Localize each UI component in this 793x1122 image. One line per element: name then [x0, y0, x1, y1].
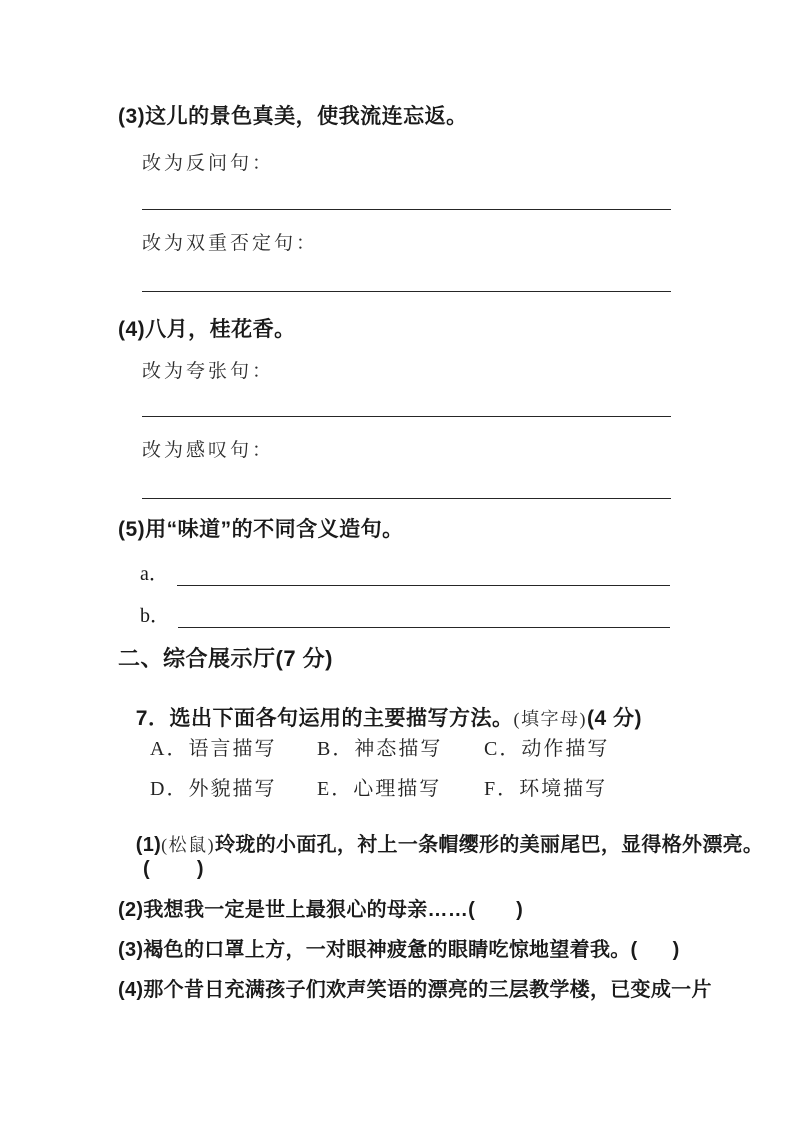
option-e: E．心理描写: [317, 778, 442, 800]
q7-item-3: (3)褐色的口罩上方，一对眼神疲惫的眼睛吃惊地望着我。( ): [118, 939, 680, 961]
answer-blank-line: [142, 291, 671, 292]
question-4-sub2-label: 改为感叹句：: [142, 440, 275, 461]
question-3-sub1-label: 改为反问句：: [142, 153, 275, 174]
q7-item-1-text: 玲珑的小面孔，衬上一条帽缨形的美丽尾巴，显得格外漂亮。: [215, 834, 764, 857]
question-7-prompt-score: (4 分): [586, 707, 642, 731]
q7-item-1-answer-blank: ( ): [143, 858, 204, 880]
answer-blank-line: [142, 416, 671, 417]
q7-item-4: (4)那个昔日充满孩子们欢声笑语的漂亮的三层教学楼，已变成一片: [118, 979, 712, 1001]
q7-item-1: [118, 814, 763, 876]
option-a: A．语言描写: [150, 738, 277, 760]
question-3-sub2-label: 改为双重否定句：: [142, 233, 319, 254]
q7-item-2: (2)我想我一定是世上最狠心的母亲……( ): [118, 899, 524, 921]
answer-row-b: [140, 606, 670, 628]
option-d: D．外貌描写: [150, 778, 277, 800]
question-5-prompt: (5)用“味道”的不同含义造句。: [118, 518, 404, 541]
answer-blank-line: [178, 605, 670, 628]
question-4-sub1-label: 改为夸张句：: [142, 361, 275, 382]
q7-item-1-source: (松鼠): [161, 835, 216, 856]
answer-a-label: a．: [140, 563, 169, 585]
q7-item-1-number: (1): [135, 834, 162, 857]
options-row-def: [150, 772, 607, 801]
answer-blank-line: [142, 209, 671, 210]
option-b: B．神态描写: [317, 738, 443, 760]
answer-b-label: b．: [140, 605, 170, 627]
question-7-prompt-note: (填字母): [513, 709, 587, 730]
option-c: C．动作描写: [484, 738, 610, 760]
answer-blank-line: [142, 498, 671, 499]
answer-blank-line: [177, 563, 670, 586]
option-f: F．环境描写: [484, 778, 608, 800]
question-7-prompt-main: 7．选出下面各句运用的主要描写方法。: [135, 707, 514, 731]
section-2-heading: 二、综合展示厅(7 分): [118, 646, 334, 671]
question-4-prompt: (4)八月，桂花香。: [118, 318, 296, 341]
question-3-prompt: (3)这儿的景色真美，使我流连忘返。: [118, 105, 468, 128]
answer-row-a: [140, 564, 670, 586]
options-row-abc: [150, 732, 609, 761]
